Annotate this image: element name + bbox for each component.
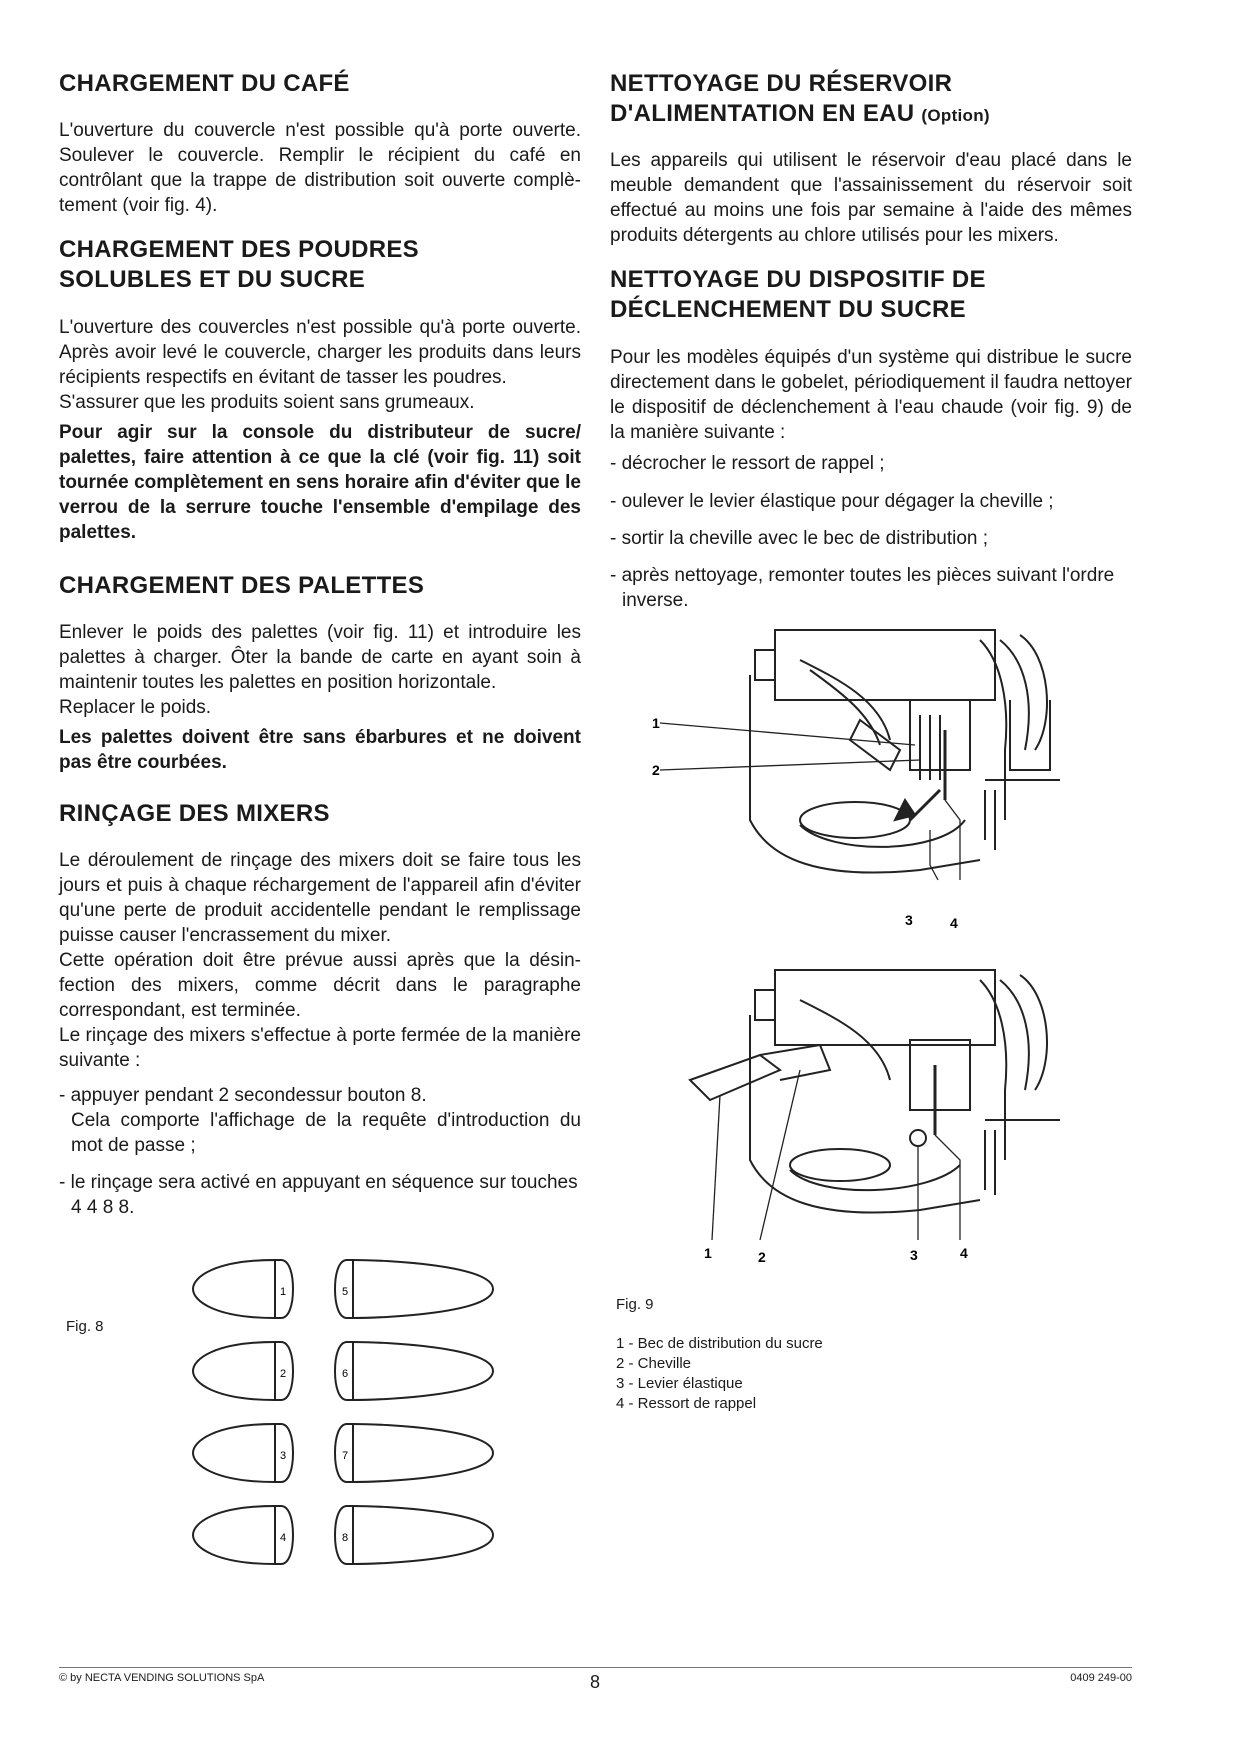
page-number: 8 xyxy=(590,1672,601,1692)
key-5 xyxy=(335,1260,493,1318)
key-2 xyxy=(193,1342,293,1400)
fig9-bottom-label-3: 3 xyxy=(910,1247,918,1263)
legend-item: 2 - Cheville xyxy=(616,1355,692,1372)
key-7-label: 7 xyxy=(341,1450,349,1462)
key-1-label: 1 xyxy=(279,1286,287,1298)
fig9-illustration xyxy=(652,620,1080,1280)
key-7 xyxy=(335,1424,493,1482)
paragraph-palettes-warning: Les palettes doivent être sans ébarbures et ne doivent pas être courbées. xyxy=(59,727,581,773)
paragraph-rincage-1: Le déroulement de rinçage des mixers doit se faire tous les jours et puis à chaque réchargement de l'appareil afin d'éviter qu'une perte de produit accidentelle pendant le remplissage puisse causer l'encrassement du mixer. xyxy=(59,850,581,946)
heading-poudres-line2: SOLUBLES ET DU SUCRE xyxy=(59,266,366,293)
key-4 xyxy=(193,1506,293,1564)
key-5-label: 5 xyxy=(341,1286,349,1298)
step-appuyer-detail: Cela comporte l'affichage de la requête d'introduction du mot de passe ; xyxy=(71,1110,581,1156)
fig9-bottom-drawing xyxy=(690,970,1060,1213)
fig9-top-label-3: 3 xyxy=(905,912,913,928)
key-2-label: 2 xyxy=(279,1368,287,1380)
fig9-top-drawing xyxy=(750,630,1060,873)
heading-sucre-line2: DÉCLENCHEMENT DU SUCRE xyxy=(610,296,966,323)
key-6-label: 6 xyxy=(341,1368,349,1380)
fig9-bottom-label-2: 2 xyxy=(758,1249,766,1265)
fig8-keypad xyxy=(185,1255,625,1575)
legend-item: 3 - Levier élastique xyxy=(616,1375,743,1392)
fig9-legend xyxy=(616,1334,823,1414)
footer-divider xyxy=(59,1667,1132,1668)
step-sortir: - sortir la cheville avec le bec de distribution ; xyxy=(610,528,989,549)
fig9-bottom-label-4: 4 xyxy=(960,1245,968,1261)
key-4-label: 4 xyxy=(279,1532,287,1544)
paragraph-poudres: L'ouverture des couvercles n'est possible qu'à porte ouverte. Après avoir levé le couvercle, charger les produits dans leurs récipients respectifs en évitant de tasser les poudres. xyxy=(59,317,581,388)
heading-reservoir-line2 xyxy=(610,98,1132,131)
footer-copyright: © by NECTA VENDING SOLUTIONS SpA xyxy=(59,1672,265,1684)
key-3-label: 3 xyxy=(279,1450,287,1462)
paragraph-poudres-warning: Pour agir sur la console du distributeur de sucre/ palettes, faire attention à ce que la clé (voir fig. 11) soit tournée complètement en sens horaire afin d'éviter que le verrou de la serrure touche l'ensemble d'empilage des palettes. xyxy=(59,422,581,543)
key-8-label: 8 xyxy=(341,1532,349,1544)
heading-rincage-mixers: RINÇAGE DES MIXERS xyxy=(59,800,330,827)
footer-code: 0409 249-00 xyxy=(1070,1672,1132,1684)
heading-sucre-line1: NETTOYAGE DU DISPOSITIF DE xyxy=(610,266,986,293)
fig9-top-label-2: 2 xyxy=(652,762,660,778)
fig9-top-label-4: 4 xyxy=(950,915,958,931)
heading-reservoir-line1: NETTOYAGE DU RÉSERVOIR xyxy=(610,70,953,97)
paragraph-rincage-2: Cette opération doit être prévue aussi après que la désinfection des mixers, comme décrit dans le paragraphe correspondant, est terminée. xyxy=(59,950,581,1021)
paragraph-reservoir: Les appareils qui utilisent le réservoir d'eau placé dans le meuble demandent que l'assainissement du réservoir soit effectué au moins une fois par semaine à l'aide des mêmes produits détergents au chlore utilisés pour les mixers. xyxy=(610,150,1132,246)
step-appuyer: - appuyer pendant 2 secondessur bouton 8. xyxy=(59,1085,427,1106)
fig9-caption: Fig. 9 xyxy=(616,1296,654,1313)
paragraph-cafe: L'ouverture du couvercle n'est possible qu'à porte ouverte. Soulever le couvercle. Remplir le récipient du café en contrôlant que la trappe de distribution soit ouverte complètement (voir fig. 4). xyxy=(59,120,581,216)
step-remonter: - après nettoyage, remonter toutes les pièces suivant l'ordre inverse. xyxy=(610,565,1115,611)
fig9-top-leaders xyxy=(660,723,960,880)
fig9-bottom-label-1: 1 xyxy=(704,1245,712,1261)
paragraph-sucre: Pour les modèles équipés d'un système qui distribue le sucre directement dans le gobelet, périodiquement il faudra nettoyer le dispositif de déclenchement à l'eau chaude (voir fig. 9) de la manière suivante : xyxy=(610,347,1132,443)
step-decrocher: - décrocher le ressort de rappel ; xyxy=(610,453,885,474)
heading-chargement-cafe: CHARGEMENT DU CAFÉ xyxy=(59,70,350,97)
paragraph-palettes: Enlever le poids des palettes (voir fig. 11) et introduire les palettes à charger. Ôter la bande de carte en ayant soin à maintenir toutes les palettes en position horizontale. xyxy=(59,622,581,693)
key-8 xyxy=(335,1506,493,1564)
step-soulever: - oulever le levier élastique pour dégager la cheville ; xyxy=(610,491,1054,512)
fig9-top-label-1: 1 xyxy=(652,715,660,731)
key-1 xyxy=(193,1260,293,1318)
heading-chargement-palettes: CHARGEMENT DES PALETTES xyxy=(59,572,425,599)
legend-item: 4 - Ressort de rappel xyxy=(616,1395,757,1412)
key-6 xyxy=(335,1342,493,1400)
heading-reservoir-text: D'ALIMENTATION EN EAU xyxy=(610,100,915,127)
legend-item: 1 - Bec de distribution du sucre xyxy=(616,1335,823,1352)
fig8-caption: Fig. 8 xyxy=(66,1318,104,1335)
heading-poudres-line1: CHARGEMENT DES POUDRES xyxy=(59,236,419,263)
paragraph-palettes-poids: Replacer le poids. xyxy=(59,697,212,718)
key-3 xyxy=(193,1424,293,1482)
heading-reservoir-option: (Option) xyxy=(921,106,990,125)
paragraph-rincage-3: Le rinçage des mixers s'effectue à porte fermée de la manière suivante : xyxy=(59,1025,581,1071)
paragraph-poudres-grumeaux: S'assurer que les produits soient sans grumeaux. xyxy=(59,392,475,413)
step-rincage-active: - le rinçage sera activé en appuyant en séquence sur touches 4 4 8 8. xyxy=(59,1172,578,1218)
